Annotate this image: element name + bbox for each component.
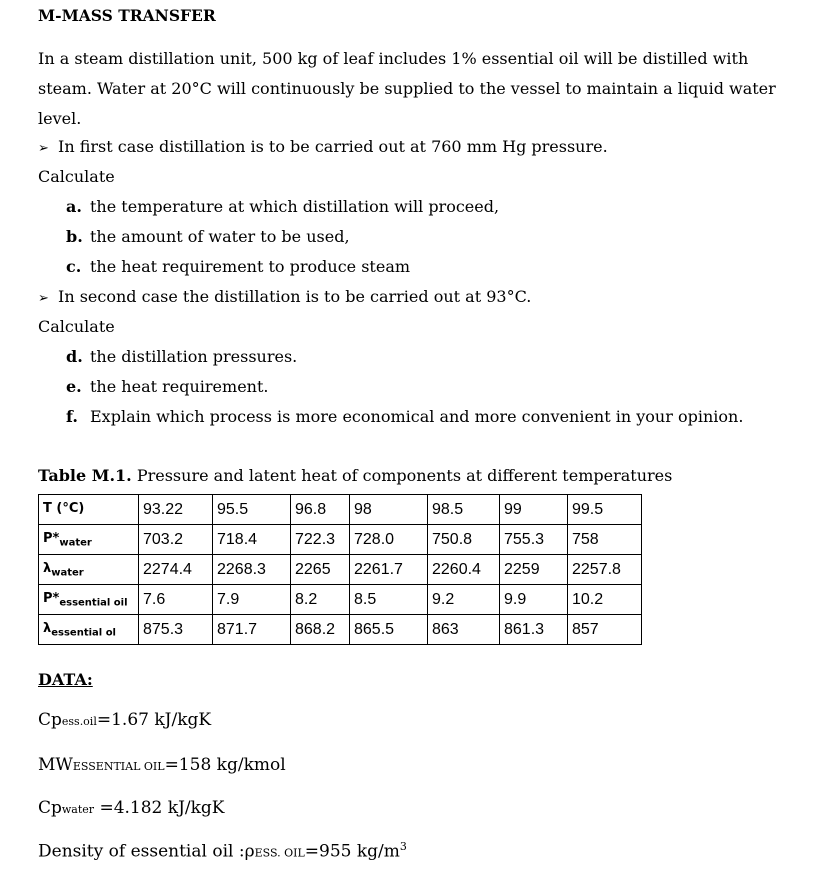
list-item-c	[66, 257, 410, 276]
cp-oil-line: Cpess.oil=1.67 kJ/kgK	[38, 710, 212, 730]
table-cell: 99.5	[568, 495, 642, 525]
calculate-label-1: Calculate	[38, 167, 115, 186]
item-label: d.	[66, 347, 83, 366]
table-row	[39, 585, 642, 615]
item-label: a.	[66, 197, 82, 216]
table-cell: 99	[500, 495, 568, 525]
property-table	[38, 494, 642, 645]
table-row	[39, 525, 642, 555]
table-row	[39, 615, 642, 645]
table-cell: 2261.7	[350, 555, 428, 585]
table-row	[39, 555, 642, 585]
table-cell: 857	[568, 615, 642, 645]
item-text: Explain which process is more economical and more convenient in your opinion.	[90, 407, 744, 426]
table-cell: 96.8	[291, 495, 350, 525]
table-cell: 2260.4	[428, 555, 500, 585]
table-cell: 728.0	[350, 525, 428, 555]
table-cell: 755.3	[500, 525, 568, 555]
table-cell: 2274.4	[139, 555, 213, 585]
table-cell: 8.5	[350, 585, 428, 615]
item-label: f.	[66, 407, 78, 426]
case-2-text: In second case the distillation is to be carried out at 93°C.	[58, 287, 532, 306]
table-cell: 95.5	[213, 495, 291, 525]
table-cell: 2259	[500, 555, 568, 585]
item-label: e.	[66, 377, 82, 396]
case-2-bullet	[38, 287, 531, 306]
calculate-label-2: Calculate	[38, 317, 115, 336]
table-caption-label: Table M.1.	[38, 466, 132, 485]
table-cell: 758	[568, 525, 642, 555]
item-text: the temperature at which distillation will proceed,	[90, 197, 500, 216]
table-cell: 703.2	[139, 525, 213, 555]
table-cell: 9.2	[428, 585, 500, 615]
table-cell: 871.7	[213, 615, 291, 645]
table-cell: 2268.3	[213, 555, 291, 585]
case-1-bullet	[38, 137, 608, 156]
table-cell: 2257.8	[568, 555, 642, 585]
list-item-a	[66, 197, 499, 216]
table-cell: 10.2	[568, 585, 642, 615]
row-header: $\lambda_{essential ol}$	[39, 615, 139, 645]
table-row	[39, 495, 642, 525]
row-header: $P*_{water}$	[39, 525, 139, 555]
arrow-bullet-icon: ➢	[38, 291, 49, 306]
table-cell: 7.9	[213, 585, 291, 615]
table-caption-text: Pressure and latent heat of components at different temperatures	[131, 466, 673, 485]
item-text: the distillation pressures.	[90, 347, 298, 366]
table-cell: 2265	[291, 555, 350, 585]
item-label: c.	[66, 257, 82, 276]
table-cell: 750.8	[428, 525, 500, 555]
row-header: T (°C)	[39, 495, 139, 525]
row-header: $P*_{essential oil}$	[39, 585, 139, 615]
item-text: the heat requirement.	[90, 377, 269, 396]
data-section-title: DATA:	[38, 670, 93, 689]
arrow-bullet-icon: ➢	[38, 141, 49, 156]
item-label: b.	[66, 227, 83, 246]
cp-water-line: Cpwater =4.182 kJ/kgK	[38, 798, 225, 818]
table-cell: 722.3	[291, 525, 350, 555]
case-1-text: In first case distillation is to be carried out at 760 mm Hg pressure.	[58, 137, 608, 156]
table-cell: 98	[350, 495, 428, 525]
table-cell: 875.3	[139, 615, 213, 645]
item-text: the heat requirement to produce steam	[90, 257, 411, 276]
page-heading: M-MASS TRANSFER	[38, 6, 216, 25]
table-cell: 7.6	[139, 585, 213, 615]
table-cell: 861.3	[500, 615, 568, 645]
table-cell: 718.4	[213, 525, 291, 555]
table-caption	[38, 466, 672, 485]
table-cell: 868.2	[291, 615, 350, 645]
mw-line: MWESSENTIAL OIL=158 kg/kmol	[38, 755, 286, 775]
item-text: the amount of water to be used,	[90, 227, 350, 246]
table-cell: 865.5	[350, 615, 428, 645]
list-item-e	[66, 377, 268, 396]
row-header: $\lambda_{water}$	[39, 555, 139, 585]
table-cell: 98.5	[428, 495, 500, 525]
table-cell: 8.2	[291, 585, 350, 615]
problem-intro: In a steam distillation unit, 500 kg of leaf includes 1% essential oil will be distilled with steam. Water at 20°C will continuously be supplied to the vessel to maintain a liquid water level.	[38, 49, 776, 128]
density-line: Density of essential oil :ρESS. OIL=955 $kg/m^3$	[38, 840, 407, 862]
table-cell: 9.9	[500, 585, 568, 615]
table-cell: 863	[428, 615, 500, 645]
list-item-b	[66, 227, 350, 246]
list-item-d	[66, 347, 297, 366]
list-item-f	[66, 407, 743, 426]
table-cell: 93.22	[139, 495, 213, 525]
